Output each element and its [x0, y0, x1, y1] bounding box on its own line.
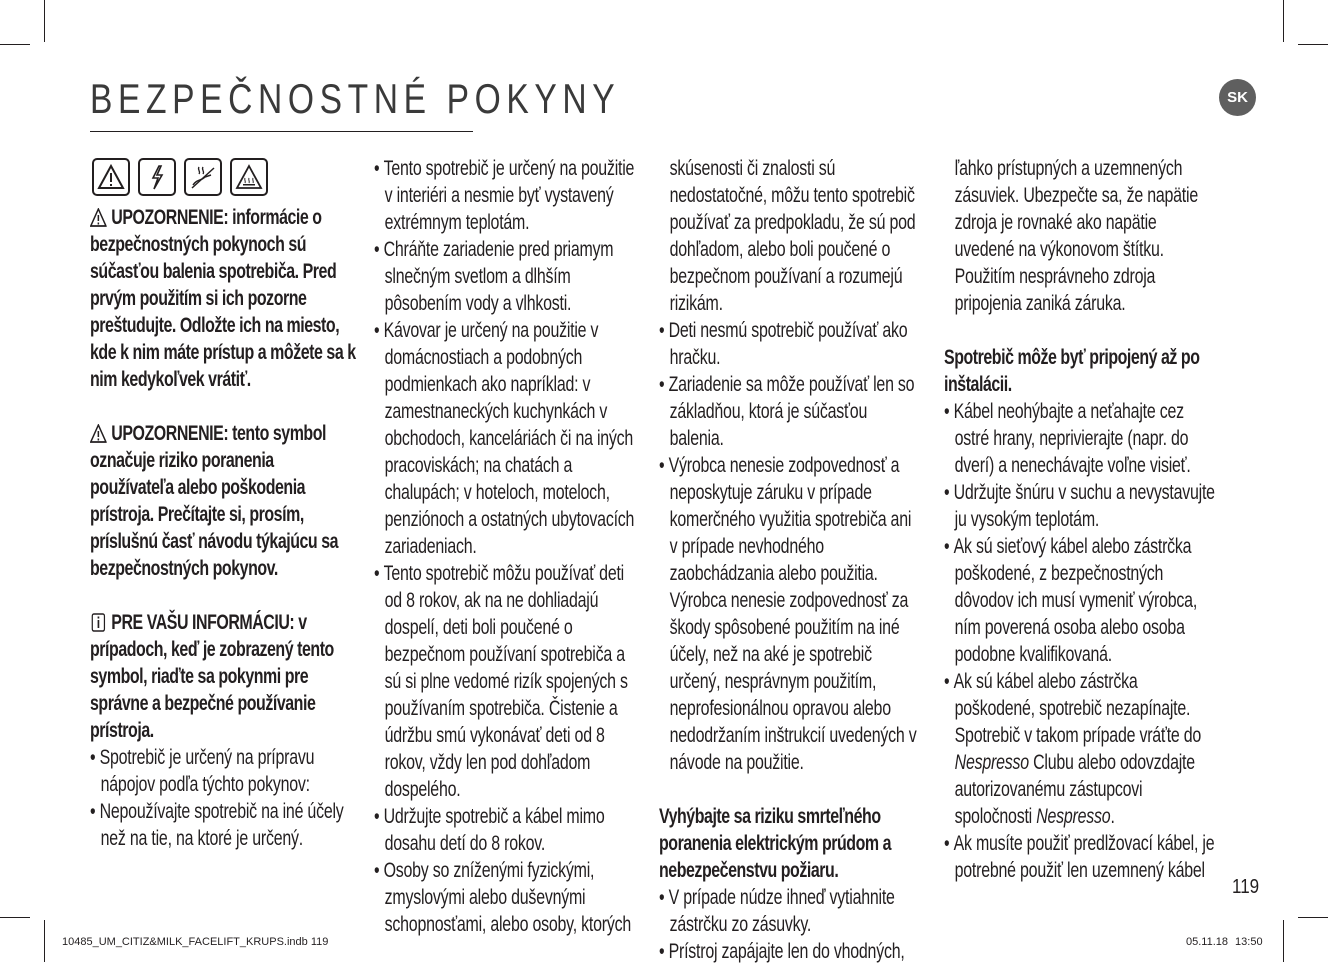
language-badge: SK: [1219, 79, 1256, 116]
crop-mark: [0, 917, 30, 918]
crop-mark: [1298, 917, 1328, 918]
bullet-list: [944, 398, 1215, 884]
warning-paragraph: UPOZORNENIE: informácie o bezpečnostných pokynoch sú súčasťou balenia spotrebiča. Pred prvým použitím si ich pozorne preštudujte. Odložte ich na miesto, kde k nim máte prístup a môžete sa k nim kedykoľvek vrátiť.: [90, 206, 356, 391]
column-1: [90, 204, 360, 852]
electric-shock-icon: [138, 158, 176, 196]
bullet-list: [90, 744, 360, 852]
section-heading: Vyhýbajte sa riziku smrteľného poranenia elektrickým prúdom a nebezpečenstvu požiaru.: [659, 805, 892, 882]
list-item: • Ak sú sieťový kábel alebo zástrčka poškodené, z bezpečnostných dôvodov ich musí vymeniť výrobca, ním poverená osoba alebo osoba podobne kvalifikovaná.: [944, 533, 1215, 668]
page-number: 119: [1232, 876, 1260, 898]
list-item: • Ak sú kábel alebo zástrčka poškodené, spotrebič nezapínajte. Spotrebič v takom prípade vráťte do Nespresso Clubu alebo odovzdajte autorizovanému zástupcovi spoločnosti Nespresso.: [944, 668, 1215, 830]
list-item: • Ak musíte použiť predlžovací kábel, je potrebné použiť len uzemnený kábel: [944, 830, 1215, 884]
bullet-list: [659, 884, 921, 965]
list-item: • Tento spotrebič je určený na použitie v interiéri a nesmie byť vystavený extrémnym teplotám.: [374, 155, 645, 236]
hot-surface-icon: [230, 158, 268, 196]
list-item: • Deti nesmú spotrebič používať ako hračku.: [659, 317, 921, 371]
list-item: • Nepoužívajte spotrebič na iné účely než na tie, na ktoré je určený.: [90, 798, 360, 852]
warning-icon: [90, 208, 107, 227]
list-item: • Osoby so zníženými fyzickými, zmyslovými alebo duševnými schopnosťami, alebo osoby, ktorých: [374, 857, 645, 938]
crop-mark: [1283, 0, 1284, 42]
warning-triangle-icon: [92, 158, 130, 196]
info-icon: [90, 613, 107, 632]
continuation-text: ľahko prístupných a uzemnených zásuviek. Ubezpečte sa, že napätie zdroja je rovnaké ako napätie uvedené na výkonovom štítku. Použitím nesprávneho zdroja pripojenia zaniká záruka.: [954, 157, 1198, 315]
bullet-list: [374, 155, 645, 938]
crossed-hand-hot-icon: [184, 158, 222, 196]
list-item: • Výrobca nenesie zodpovednosť a neposkytuje záruku v prípade komerčného využitia spotrebiča ani v prípade nevhodného zaobchádzania alebo použitia. Výrobca nenesie zodpovednosť za škody spôsobené použitím na iné účely, než na aké je spotrebič určený, nesprávnym použitím, neprofesionálnou opravou alebo nedodržaním inštrukcií uvedených v návode na použitie.: [659, 452, 921, 776]
crop-mark: [44, 920, 45, 962]
info-paragraph: PRE VAŠU INFORMÁCIU: v prípadoch, keď je zobrazený tento symbol, riaďte sa pokynmi pre správne a bezpečné používanie prístroja.: [90, 611, 334, 742]
continuation-text: skúsenosti či znalosti sú nedostatočné, môžu tento spotrebič používať za predpokladu, že sú pod dohľadom, alebo boli poučené o bezpečnom používaní a rozumejú rizikám.: [669, 157, 916, 315]
list-item: • Tento spotrebič môžu používať deti od 8 rokov, ak na ne dohliadajú dospelí, deti boli poučené o bezpečnom používaní spotrebiča a sú si plne vedomé rizík spojených s používaním spotrebiča. Čistenie a údržbu smú vykonávať deti od 8 rokov, vždy len pod dohľadom dospelého.: [374, 560, 645, 803]
page-title: BEZPEČNOSTNÉ POKYNY: [90, 75, 621, 122]
section-heading: Spotrebič môže byť pripojený až po inštalácii.: [944, 346, 1200, 396]
list-item: • Prístroj zapájajte len do vhodných,: [659, 938, 921, 965]
list-item: • Udržujte šnúru v suchu a nevystavujte ju vysokým teplotám.: [944, 479, 1215, 533]
footer-filename: 10485_UM_CITIZ&MILK_FACELIFT_KRUPS.indb 119: [62, 936, 329, 948]
list-item: • Chráňte zariadenie pred priamym slnečným svetlom a dlhším pôsobením vody a vlhkosti.: [374, 236, 645, 317]
column-4: [944, 155, 1215, 884]
title-divider: [90, 131, 473, 132]
crop-mark: [1283, 920, 1284, 962]
crop-mark: [0, 44, 30, 45]
crop-mark: [1298, 44, 1328, 45]
bullet-list: [659, 317, 921, 776]
list-item: • Spotrebič je určený na prípravu nápojov podľa týchto pokynov:: [90, 744, 360, 798]
footer-timestamp: 05.11.18 13:50: [1186, 936, 1263, 948]
column-2: [374, 155, 645, 938]
brand-name: Nespresso: [1036, 805, 1111, 828]
column-3: [659, 155, 921, 965]
list-item: • Udržujte spotrebič a kábel mimo dosahu detí do 8 rokov.: [374, 803, 645, 857]
warning-paragraph: UPOZORNENIE: tento symbol označuje riziko poranenia používateľa alebo poškodenia prístroja. Prečítajte si, prosím, príslušnú časť návodu týkajúcu sa bezpečnostných pokynov.: [90, 422, 339, 580]
brand-name: Nespresso: [954, 751, 1029, 774]
list-item: • Kávovar je určený na použitie v domácnostiach a podobných podmienkach ako napríklad: v zamestnaneckých kuchynkách v obchodoch, kanceláriách či na iných pracoviskách; na chatách a chalupách; v hoteloch, moteloch, penziónoch a ostatných ubytovacích zariadeniach.: [374, 317, 645, 560]
list-item: • V prípade núdze ihneď vytiahnite zástrčku zo zásuvky.: [659, 884, 921, 938]
list-item: • Kábel neohýbajte a neťahajte cez ostré hrany, neprivierajte (napr. do dverí) a nenechávajte voľne visieť.: [944, 398, 1215, 479]
crop-mark: [44, 0, 45, 42]
list-item: • Zariadenie sa môže používať len so základňou, ktorá je súčasťou balenia.: [659, 371, 921, 452]
warning-icon: [90, 424, 107, 443]
